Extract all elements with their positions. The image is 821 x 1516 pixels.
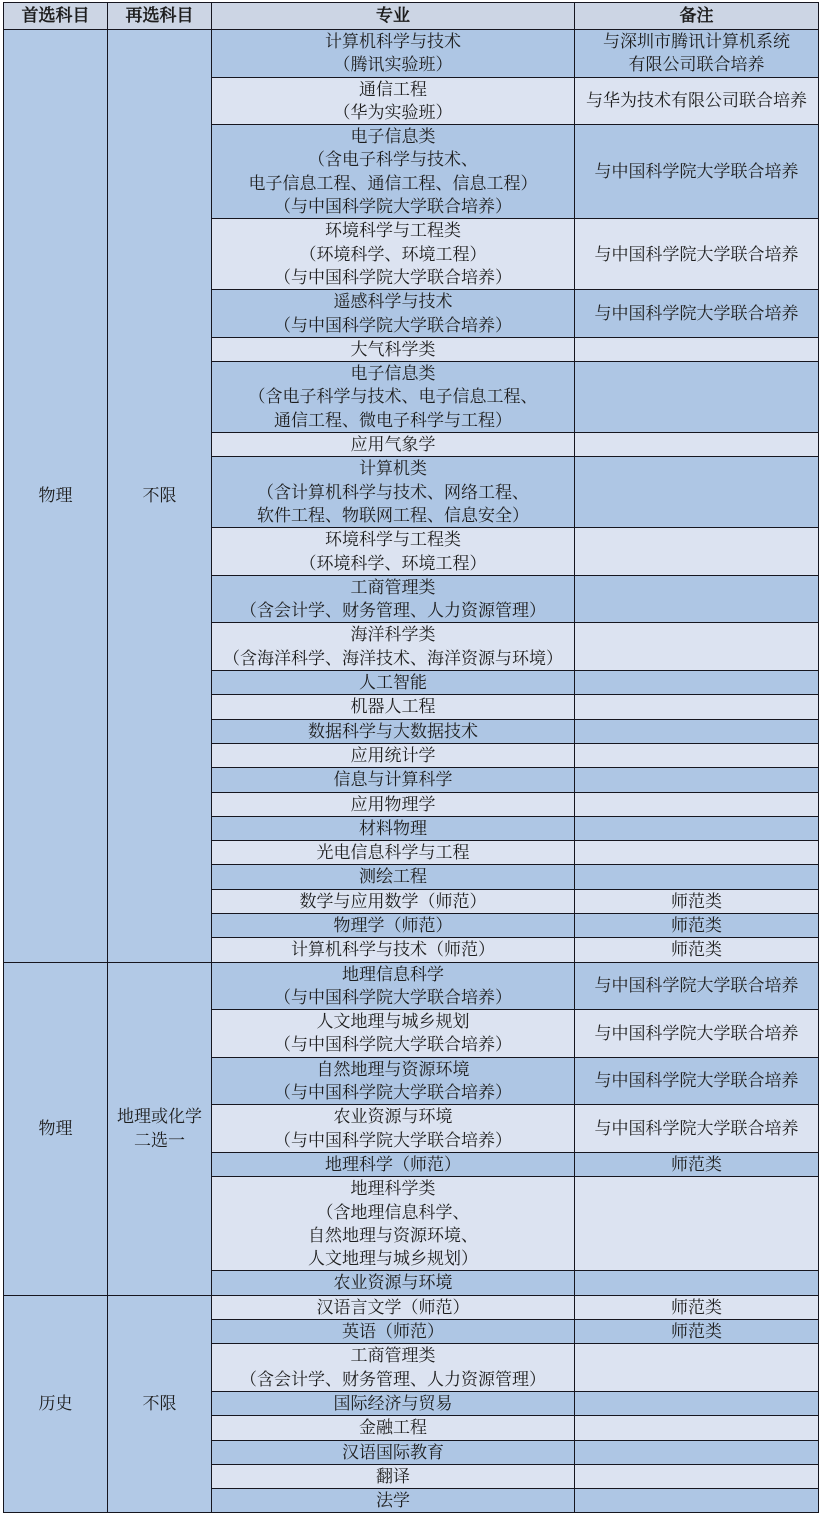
subject-major-table (3, 2, 819, 1513)
remark-text: 与深圳市腾讯计算机系统 (603, 32, 790, 51)
major-cell (212, 1295, 575, 1319)
major-text: （含地理信息科学、 (316, 1202, 470, 1222)
table-row (4, 30, 819, 78)
remark-cell (575, 1464, 819, 1488)
second-subject-cell (108, 962, 212, 1295)
major-text: （含会计学、财务管理、人力资源管理） (240, 601, 546, 621)
remark-cell (575, 1010, 819, 1058)
major-cell (212, 671, 575, 695)
first-subject-label: 物理 (38, 1119, 73, 1138)
major-cell (212, 1152, 575, 1176)
remark-cell (575, 913, 819, 937)
header-second-subject: 再选科目 (108, 3, 212, 30)
major-text: 环境科学与工程类 (325, 530, 461, 550)
major-cell (212, 77, 575, 125)
major-text: （与中国科学院大学联合培养） (274, 987, 512, 1007)
major-text: 汉语言文学（师范） (316, 1297, 470, 1317)
second-subject-label: 不限 (142, 1394, 177, 1414)
second-subject-label: 不限 (142, 486, 177, 506)
remark-text: 师范类 (671, 891, 722, 911)
major-cell (212, 1057, 575, 1105)
second-subject-label: 地理或化学 (117, 1107, 202, 1127)
remark-text: 与中国科学院大学联合培养 (594, 162, 799, 182)
remark-cell (575, 77, 819, 125)
major-text: （含电子科学与技术、 (308, 150, 478, 170)
major-cell (212, 768, 575, 792)
major-cell (212, 816, 575, 840)
remark-cell (575, 671, 819, 695)
major-cell (212, 125, 575, 219)
major-text: 翻译 (376, 1466, 410, 1486)
major-cell (212, 913, 575, 937)
major-text: （与中国科学院大学联合培养） (274, 1035, 512, 1055)
major-cell (212, 1440, 575, 1464)
major-text: （与中国科学院大学联合培养） (274, 1083, 512, 1103)
remark-cell (575, 575, 819, 623)
major-cell (212, 1464, 575, 1488)
remark-cell (575, 219, 819, 290)
remark-cell (575, 1320, 819, 1344)
major-cell (212, 865, 575, 889)
major-text: 金融工程 (359, 1418, 427, 1438)
second-subject-cell (108, 30, 212, 963)
major-text: 通信工程 (359, 79, 427, 99)
remark-text: 师范类 (671, 1154, 722, 1174)
remark-text: 师范类 (671, 1297, 722, 1317)
major-text: （含海洋科学、海洋技术、海洋资源与环境） (223, 648, 563, 668)
first-subject-label: 历史 (38, 1394, 73, 1414)
major-cell (212, 792, 575, 816)
major-text: 机器人工程 (350, 697, 436, 717)
remark-cell (575, 1152, 819, 1176)
major-text: 地理信息科学 (342, 964, 444, 984)
remark-text: 师范类 (671, 1322, 722, 1342)
remark-cell (575, 290, 819, 338)
remark-cell (575, 457, 819, 528)
second-subject-cell (108, 1295, 212, 1513)
major-text: 农业资源与环境 (333, 1107, 453, 1127)
header-first-subject: 首选科目 (4, 3, 108, 30)
remark-cell (575, 362, 819, 433)
major-text: （含会计学、财务管理、人力资源管理） (240, 1369, 546, 1389)
major-cell (212, 1320, 575, 1344)
major-cell (212, 1105, 575, 1153)
major-text: 电子信息工程、通信工程、信息工程） (248, 173, 538, 193)
remark-cell (575, 1271, 819, 1295)
major-cell (212, 219, 575, 290)
major-cell (212, 1271, 575, 1295)
major-cell (212, 938, 575, 962)
major-text: 应用物理学 (350, 794, 436, 814)
first-subject-cell (4, 1295, 108, 1513)
major-text: （与中国科学院大学联合培养） (274, 197, 512, 217)
remark-cell (575, 1440, 819, 1464)
remark-cell (575, 1295, 819, 1319)
major-text: 计算机科学与技术（师范） (291, 940, 495, 960)
major-cell (212, 337, 575, 361)
major-cell (212, 528, 575, 576)
header-major: 专业 (212, 3, 575, 30)
major-text: 自然地理与资源环境 (316, 1059, 470, 1079)
remark-text: 与中国科学院大学联合培养 (594, 1119, 799, 1138)
major-text: （含计算机科学与技术、网络工程、 (257, 482, 529, 502)
major-cell (212, 1010, 575, 1058)
remark-cell (575, 889, 819, 913)
major-cell (212, 1416, 575, 1440)
remark-cell (575, 841, 819, 865)
first-subject-label: 物理 (38, 486, 73, 506)
major-cell (212, 290, 575, 338)
major-cell (212, 743, 575, 767)
major-text: 环境科学与工程类 (325, 221, 461, 241)
major-text: （腾讯实验班） (333, 55, 453, 75)
remark-text: 师范类 (671, 915, 722, 935)
remark-cell (575, 1177, 819, 1271)
remark-cell (575, 792, 819, 816)
remark-text: 与中国科学院大学联合培养 (594, 976, 799, 996)
major-text: 人文地理与城乡规划） (308, 1249, 478, 1269)
major-text: （与中国科学院大学联合培养） (274, 315, 512, 335)
remark-text: 与华为技术有限公司联合培养 (586, 91, 807, 111)
remark-cell (575, 1344, 819, 1392)
first-subject-cell (4, 962, 108, 1295)
remark-cell (575, 337, 819, 361)
remark-cell (575, 816, 819, 840)
table-row (4, 1295, 819, 1319)
remark-text: 与中国科学院大学联合培养 (594, 1023, 799, 1043)
remark-cell (575, 30, 819, 78)
major-text: 通信工程、微电子科学与工程） (274, 410, 512, 430)
major-cell (212, 1489, 575, 1513)
major-cell (212, 433, 575, 457)
remark-cell (575, 1057, 819, 1105)
major-cell (212, 841, 575, 865)
major-text: （与中国科学院大学联合培养） (274, 267, 512, 287)
major-text: 农业资源与环境 (333, 1273, 453, 1293)
major-text: 电子信息类 (350, 364, 436, 384)
remark-text: 与中国科学院大学联合培养 (594, 303, 799, 323)
remark-cell (575, 743, 819, 767)
major-text: 国际经济与贸易 (333, 1393, 453, 1413)
major-text: 地理科学类 (350, 1179, 436, 1199)
major-cell (212, 1177, 575, 1271)
major-cell (212, 1391, 575, 1415)
major-text: 海洋科学类 (350, 625, 436, 645)
remark-text: 有限公司联合培养 (628, 55, 765, 75)
major-text: 人文地理与城乡规划 (316, 1012, 470, 1032)
second-subject-label: 二选一 (134, 1130, 185, 1150)
major-text: 材料物理 (359, 818, 427, 838)
major-text: 英语（师范） (342, 1322, 444, 1342)
major-text: （含电子科学与技术、电子信息工程、 (248, 387, 538, 407)
major-cell (212, 1344, 575, 1392)
remark-cell (575, 719, 819, 743)
header-remark: 备注 (575, 3, 819, 30)
remark-cell (575, 433, 819, 457)
remark-cell (575, 768, 819, 792)
remark-cell (575, 962, 819, 1010)
major-text: （华为实验班） (333, 102, 453, 122)
major-cell (212, 889, 575, 913)
remark-cell (575, 1105, 819, 1153)
remark-cell (575, 125, 819, 219)
major-text: 遥感科学与技术 (333, 292, 453, 312)
first-subject-cell (4, 30, 108, 963)
major-text: 数据科学与大数据技术 (308, 721, 478, 741)
major-text: 测绘工程 (359, 867, 427, 887)
major-text: 自然地理与资源环境、 (308, 1225, 478, 1245)
remark-cell (575, 695, 819, 719)
major-text: 应用统计学 (350, 745, 436, 765)
major-cell (212, 457, 575, 528)
major-cell (212, 362, 575, 433)
remark-cell (575, 528, 819, 576)
major-text: （环境科学、环境工程） (299, 244, 487, 264)
remark-text: 师范类 (671, 940, 722, 960)
major-cell (212, 623, 575, 671)
major-text: 计算机类 (359, 459, 427, 479)
remark-text: 与中国科学院大学联合培养 (594, 1071, 799, 1091)
major-text: 数学与应用数学（师范） (299, 891, 487, 911)
remark-cell (575, 623, 819, 671)
major-text: （环境科学、环境工程） (299, 553, 487, 573)
major-text: 电子信息类 (350, 127, 436, 147)
major-cell (212, 962, 575, 1010)
table-header-row (4, 3, 819, 30)
major-text: 计算机科学与技术 (325, 32, 461, 51)
major-text: 信息与计算科学 (333, 770, 453, 790)
major-text: 软件工程、物联网工程、信息安全） (257, 505, 529, 525)
remark-cell (575, 1416, 819, 1440)
major-text: 地理科学（师范） (325, 1154, 461, 1174)
remark-text: 与中国科学院大学联合培养 (594, 244, 799, 264)
major-text: 法学 (376, 1491, 410, 1511)
major-text: （与中国科学院大学联合培养） (274, 1130, 512, 1150)
remark-cell (575, 938, 819, 962)
major-text: 工商管理类 (350, 1346, 436, 1366)
remark-cell (575, 865, 819, 889)
major-text: 汉语国际教育 (342, 1442, 444, 1462)
major-cell (212, 575, 575, 623)
major-text: 光电信息科学与工程 (316, 843, 470, 863)
major-text: 大气科学类 (350, 339, 436, 359)
major-text: 物理学（师范） (333, 915, 453, 935)
major-cell (212, 695, 575, 719)
table-row (4, 962, 819, 1010)
major-text: 工商管理类 (350, 577, 436, 597)
major-text: 应用气象学 (350, 435, 436, 455)
major-cell (212, 719, 575, 743)
major-cell (212, 30, 575, 78)
remark-cell (575, 1489, 819, 1513)
remark-cell (575, 1391, 819, 1415)
major-text: 人工智能 (359, 673, 427, 693)
